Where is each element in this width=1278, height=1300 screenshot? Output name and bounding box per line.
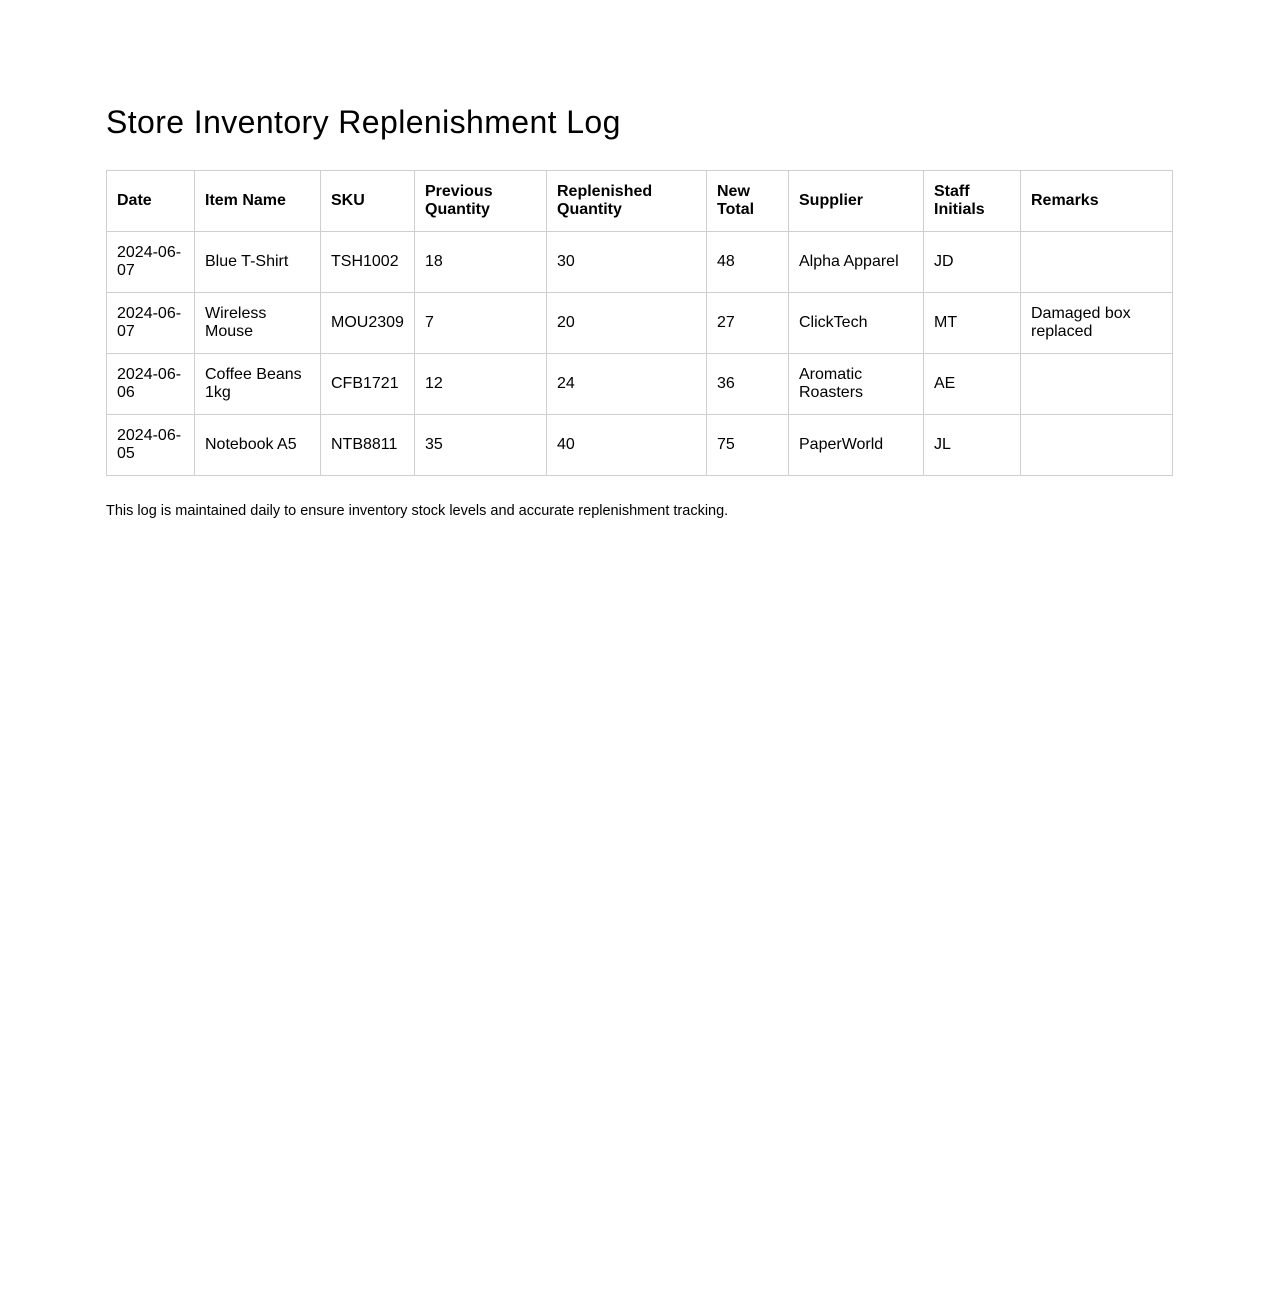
- column-header-new-total: New Total: [707, 171, 789, 232]
- table-row: [107, 232, 1173, 293]
- cell-previous-quantity: 35: [415, 415, 547, 476]
- cell-remarks: [1021, 415, 1173, 476]
- cell-staff-initials: MT: [924, 293, 1021, 354]
- cell-date: 2024-06-07: [107, 232, 195, 293]
- column-header-item-name: Item Name: [195, 171, 321, 232]
- cell-remarks: Damaged box replaced: [1021, 293, 1173, 354]
- cell-supplier: Alpha Apparel: [789, 232, 924, 293]
- cell-staff-initials: AE: [924, 354, 1021, 415]
- cell-supplier: PaperWorld: [789, 415, 924, 476]
- cell-staff-initials: JL: [924, 415, 1021, 476]
- cell-item-name: Blue T-Shirt: [195, 232, 321, 293]
- column-header-sku: SKU: [321, 171, 415, 232]
- column-header-remarks: Remarks: [1021, 171, 1173, 232]
- cell-sku: TSH1002: [321, 232, 415, 293]
- cell-replenished-quantity: 24: [547, 354, 707, 415]
- column-header-previous-quantity: Previous Quantity: [415, 171, 547, 232]
- cell-sku: CFB1721: [321, 354, 415, 415]
- column-header-date: Date: [107, 171, 195, 232]
- cell-replenished-quantity: 40: [547, 415, 707, 476]
- cell-new-total: 75: [707, 415, 789, 476]
- column-header-supplier: Supplier: [789, 171, 924, 232]
- footer-note: This log is maintained daily to ensure inventory stock levels and accurate replenishment tracking.: [106, 503, 729, 519]
- cell-previous-quantity: 12: [415, 354, 547, 415]
- cell-date: 2024-06-05: [107, 415, 195, 476]
- document-page: [106, 102, 1172, 535]
- cell-remarks: [1021, 232, 1173, 293]
- cell-previous-quantity: 18: [415, 232, 547, 293]
- cell-new-total: 27: [707, 293, 789, 354]
- page-title: Store Inventory Replenishment Log: [106, 104, 621, 140]
- cell-supplier: Aromatic Roasters: [789, 354, 924, 415]
- table-row: [107, 354, 1173, 415]
- cell-date: 2024-06-07: [107, 293, 195, 354]
- table-header-row: [107, 171, 1173, 232]
- column-header-staff-initials: Staff Initials: [924, 171, 1021, 232]
- cell-new-total: 36: [707, 354, 789, 415]
- cell-previous-quantity: 7: [415, 293, 547, 354]
- cell-sku: MOU2309: [321, 293, 415, 354]
- table-row: [107, 415, 1173, 476]
- cell-replenished-quantity: 30: [547, 232, 707, 293]
- cell-sku: NTB8811: [321, 415, 415, 476]
- cell-supplier: ClickTech: [789, 293, 924, 354]
- cell-remarks: [1021, 354, 1173, 415]
- cell-replenished-quantity: 20: [547, 293, 707, 354]
- cell-item-name: Notebook A5: [195, 415, 321, 476]
- replenishment-table: [106, 170, 1173, 476]
- cell-new-total: 48: [707, 232, 789, 293]
- column-header-replenished-quantity: Replenished Quantity: [547, 171, 707, 232]
- cell-item-name: Wireless Mouse: [195, 293, 321, 354]
- cell-date: 2024-06-06: [107, 354, 195, 415]
- cell-item-name: Coffee Beans 1kg: [195, 354, 321, 415]
- table-row: [107, 293, 1173, 354]
- cell-staff-initials: JD: [924, 232, 1021, 293]
